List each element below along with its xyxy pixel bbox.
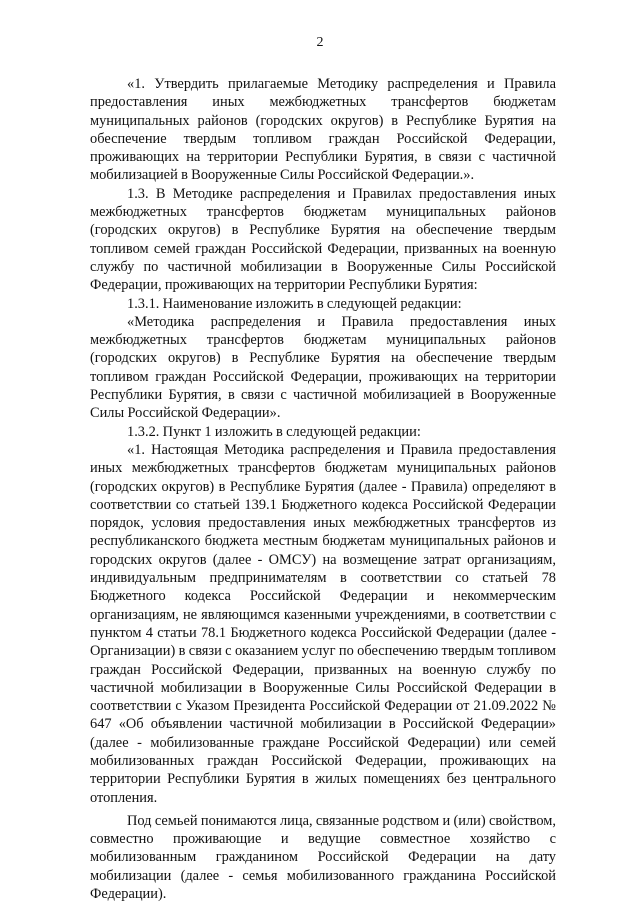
paragraph-1-3-2-item: 1.3.2. Пункт 1 изложить в следующей редакции: xyxy=(127,423,421,440)
paragraph-1-3-1-title: 1.3.1. Наименование изложить в следующей редакции: xyxy=(127,295,462,312)
paragraph-family-definition: Под семьей понимаются лица, связанные родством и (или) свойством, совместно проживающие и ведущие совместное хозяйство с мобилизованным гражданином Российской Федерации на дату мобилизации (далее - семья мобилизованного гражданина Российской Федерации). xyxy=(90,812,556,903)
document-body xyxy=(90,75,556,903)
paragraph-item-1-approve: «1. Утвердить прилагаемые Методику распределения и Правила предоставления иных межбюджетных трансфертов бюджетам муниципальных районов (городских округов) в Республике Бурятия на обеспечение твердым топливом граждан Российской Федерации, проживающих на территории Республики Бурятия, в связи с частичной мобилизацией в Вооруженные Силы Российской Федерации.». xyxy=(90,76,556,184)
page-number: 2 xyxy=(316,35,324,50)
paragraph-item-1-rules: «1. Настоящая Методика распределения и Правила предоставления иных межбюджетных трансфертов бюджетам муниципальных районов (городских округов) в Республике Бурятия (далее - Правила) определяют в соответствии со статьей 139.1 Бюджетного кодекса Российской Федерации порядок, условия предоставления иных межбюджетных трансфертов из республиканского бюджета местным бюджетам муниципальных районов и городских округов (далее - ОМСУ) на возмещение затрат организациям, индивидуальным предпринимателям в соответствии со статьей 78 Бюджетного кодекса Российской Федерации и некоммерческим организациям, не являющимся казенными учреждениями, в соответствии с пунктом 4 статьи 78.1 Бюджетного кодекса Российской Федерации (далее - Организации) в связи с оказанием услуг по обеспечению твердым топливом граждан Российской Федерации, призванных на военную службу по частичной мобилизации в Вооруженные Силы Российской Федерации в соответствии с Указом Президента Российской Федерации от 21.09.2022 № 647 «Об объявлении частичной мобилизации в Российской Федерации» (далее - мобилизованные граждане Российской Федерации) или семей мобилизованных граждан Российской Федерации, проживающих на территории Республики Бурятия в жилых помещениях без центрального отопления. xyxy=(90,441,556,806)
paragraph-new-title: «Методика распределения и Правила предоставления иных межбюджетных трансфертов бюджетам муниципальных районов (городских округов) в Республике Бурятия на обеспечение твердым топливом граждан Российской Федерации, проживающих на территории Республики Бурятия, в связи с частичной мобилизацией в Вооруженные Силы Российской Федерации». xyxy=(90,313,556,422)
paragraph-1-3-methodology: 1.3. В Методике распределения и Правилах предоставления иных межбюджетных трансфертов бюджетам муниципальных районов (городских округов) в Республике Бурятия на обеспечение твердым топливом семей граждан Российской Федерации, призванных на военную службу по частичной мобилизации в Вооруженные Силы Российской Федерации, проживающих на территории Республики Бурятия: xyxy=(90,185,556,294)
